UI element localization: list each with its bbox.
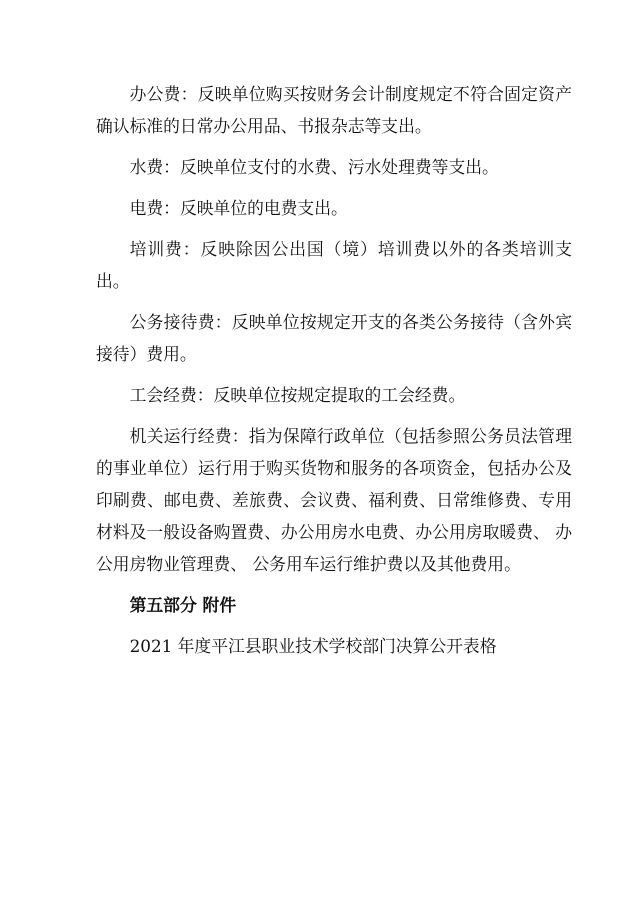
paragraph-operating-funds: 机关运行经费：指为保障行政单位（包括参照公务员法管理的事业单位）运行用于购买货物和服务的各项资金，包括办公及印刷费、邮电费、差旅费、会议费、福利费、日常维修费、专用材料及一般设备购置费、办公用房水电费、办公用房取暖费、 办公用房物业管理费、 公务用车运行维护费以及其他费用。: [96, 426, 572, 574]
paragraph-training-expense: 培训费：反映除因公出国（境）培训费以外的各类培训支出。: [96, 239, 572, 291]
paragraph-water-expense: 水费：反映单位支付的水费、污水处理费等支出。: [129, 157, 499, 177]
paragraph-union-funds: 工会经费：反映单位按规定提取的工会经费。: [129, 385, 466, 405]
paragraph-office-expense: 办公费：反映单位购买按财务会计制度规定不符合固定资产确认标准的日常办公用品、书报杂志等支出。: [96, 84, 572, 136]
paragraph-reception-expense: 公务接待费：反映单位按规定开支的各类公务接待（含外宾接待）费用。: [96, 312, 572, 364]
attachment-title: 2021 年度平江县职业技术学校部门决算公开表格: [129, 636, 497, 656]
section-heading: 第五部分 附件: [129, 595, 237, 615]
paragraph-electricity-expense: 电费：反映单位的电费支出。: [129, 198, 348, 218]
document-body: [96, 78, 572, 671]
